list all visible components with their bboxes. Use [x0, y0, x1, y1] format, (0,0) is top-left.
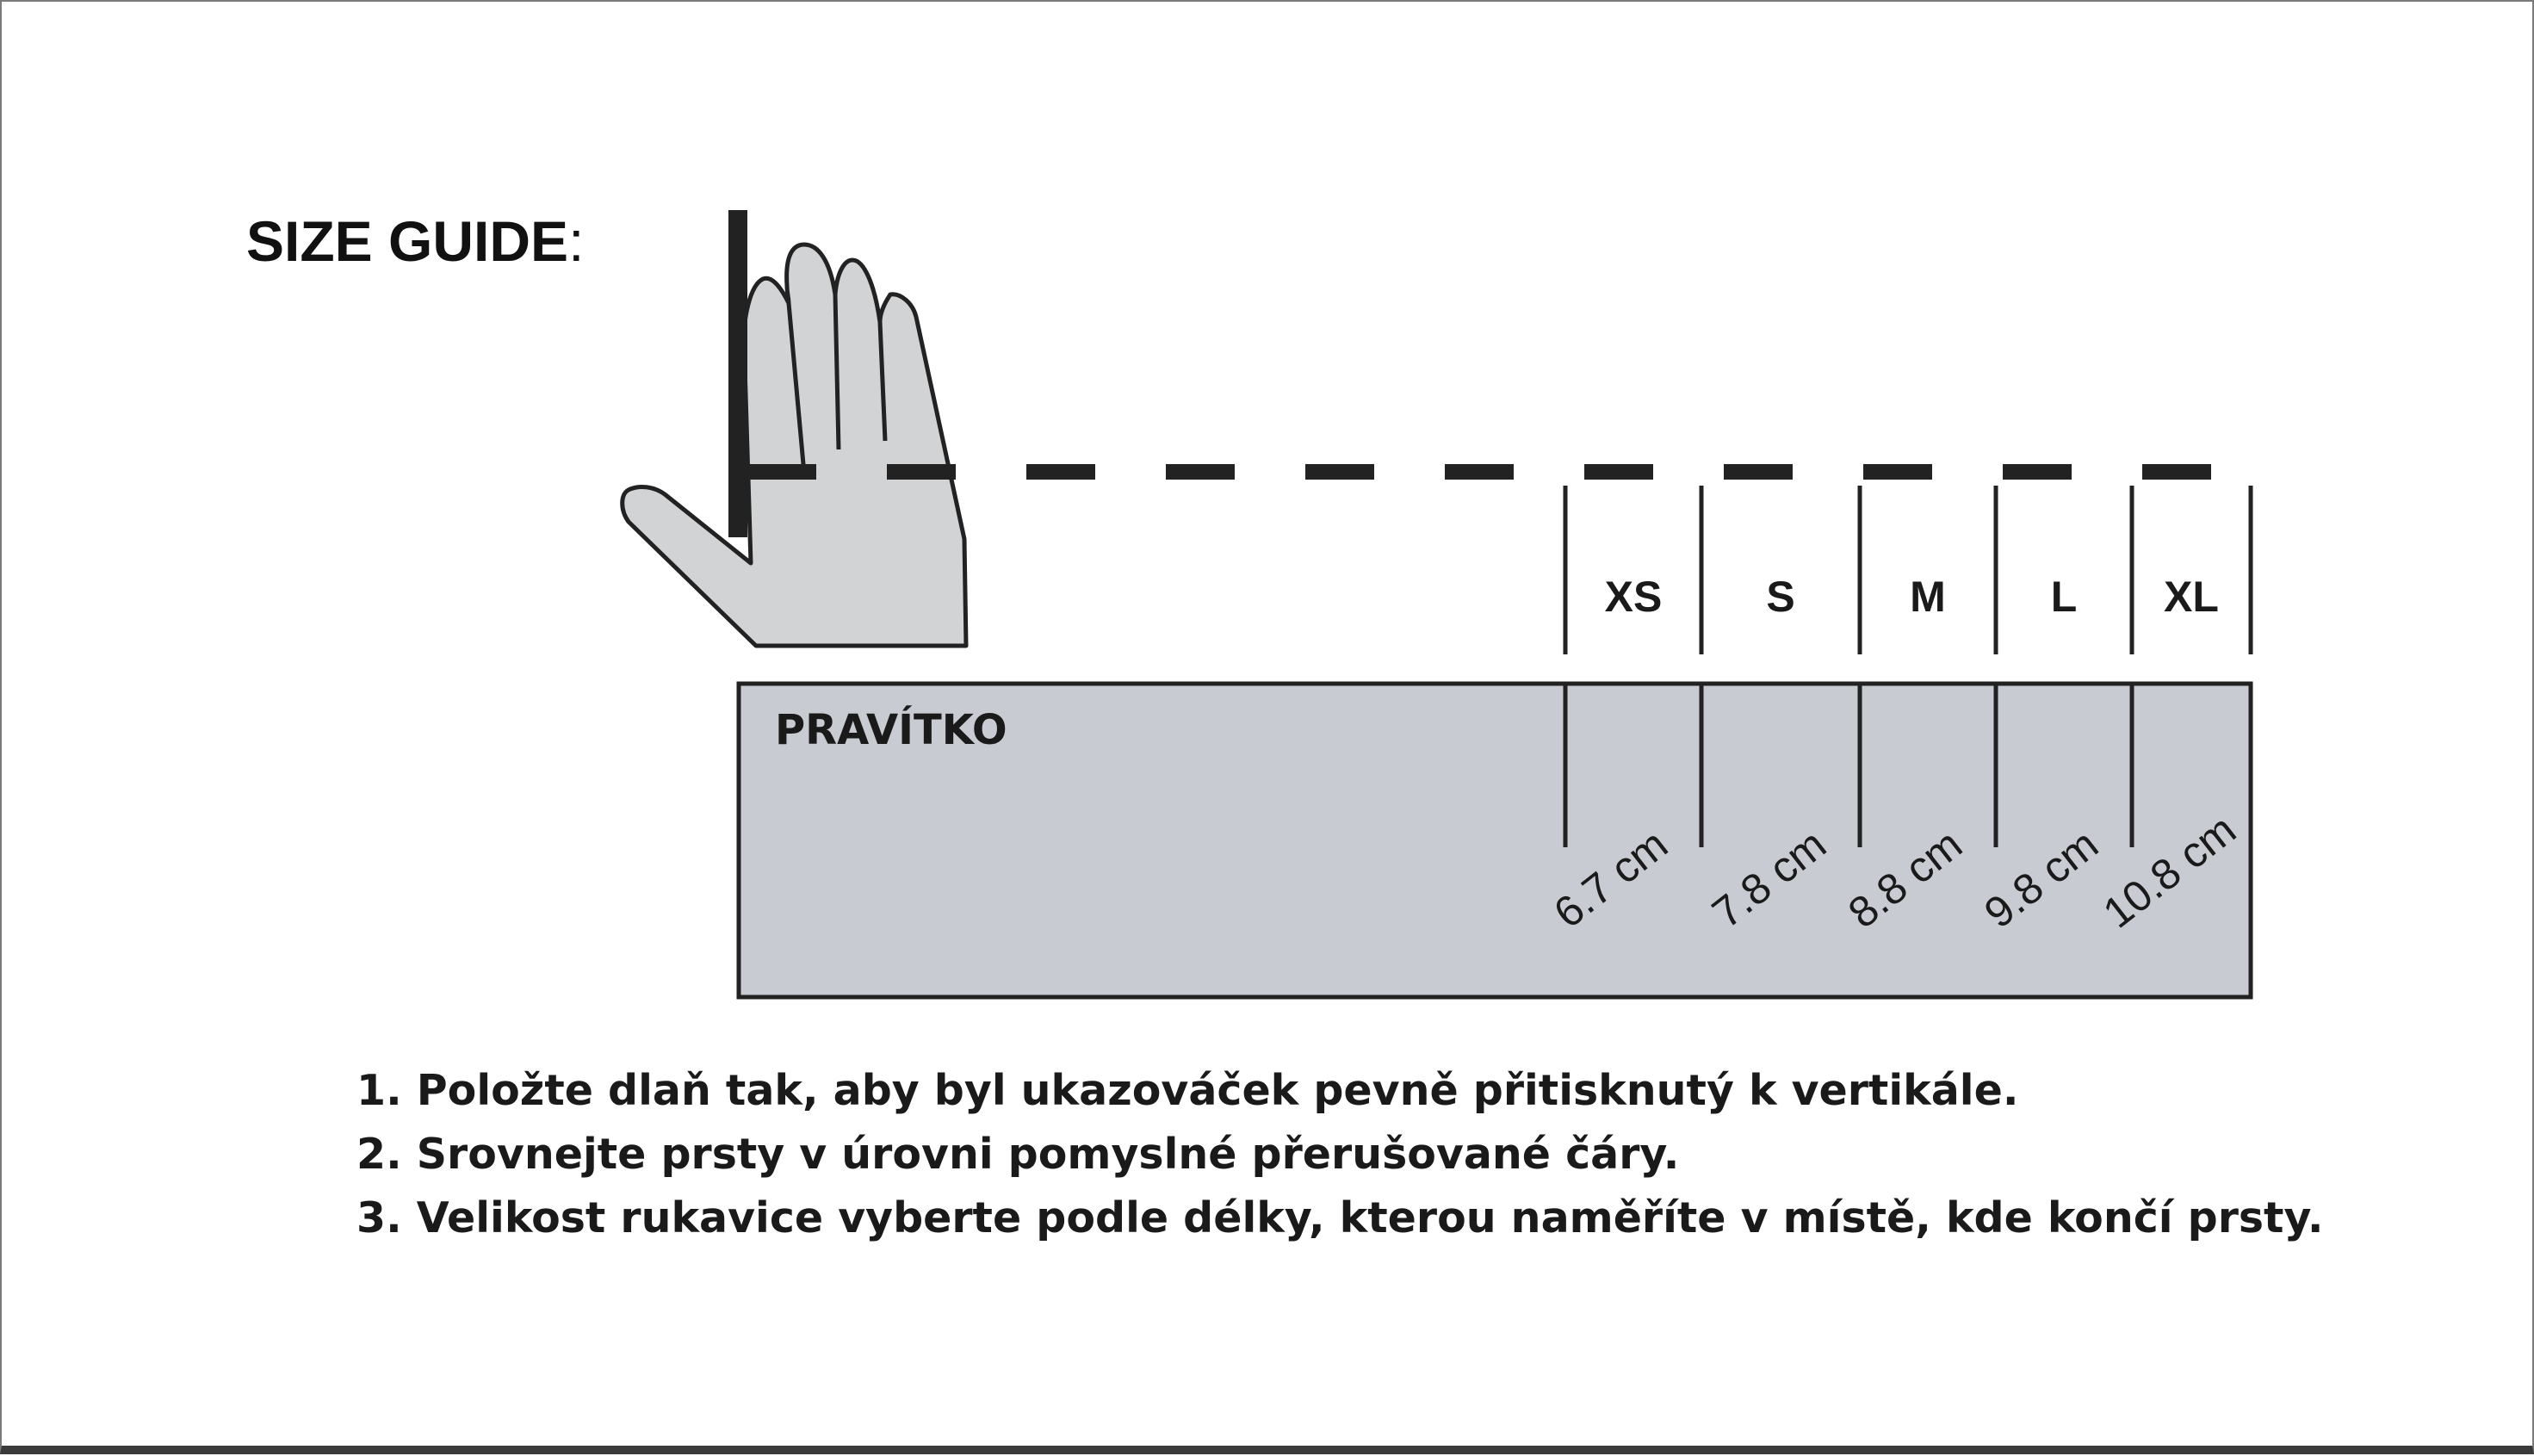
title-text: SIZE GUIDE: [246, 209, 569, 273]
instruction-step-1: 1. Položte dlaň tak, aby byl ukazováček pevně přitisknutý k vertikále.: [356, 1066, 2019, 1115]
size-label-xs: XS: [1604, 573, 1663, 621]
size-label-m: M: [1910, 573, 1946, 621]
vertical-reference-line: [728, 210, 747, 537]
size-label-l: L: [2050, 573, 2078, 621]
hand-illustration: [623, 245, 966, 646]
instruction-step-3: 3. Velikost rukavice vyberte podle délky, kterou naměříte v místě, kde končí prsty.: [356, 1193, 2324, 1242]
size-measurement-m: 8.8 cm: [1839, 820, 1972, 938]
size-measurement-xs: 6.7 cm: [1545, 820, 1677, 938]
instructions-list: [356, 1059, 2324, 1250]
size-label-s: S: [1766, 573, 1795, 621]
size-measurement-xl: 10.8 cm: [2094, 805, 2245, 938]
size-measurement-s: 7.8 cm: [1703, 820, 1836, 938]
size-label-xl: XL: [2164, 573, 2219, 621]
instruction-step-2: 2. Srovnejte prsty v úrovni pomyslné přerušované čáry.: [356, 1130, 1680, 1179]
size-measurement-l: 9.8 cm: [1975, 820, 2108, 938]
ruler-label: PRAVÍTKO: [775, 706, 1007, 754]
hand-icon: [623, 245, 966, 646]
title-colon: :: [568, 209, 585, 273]
